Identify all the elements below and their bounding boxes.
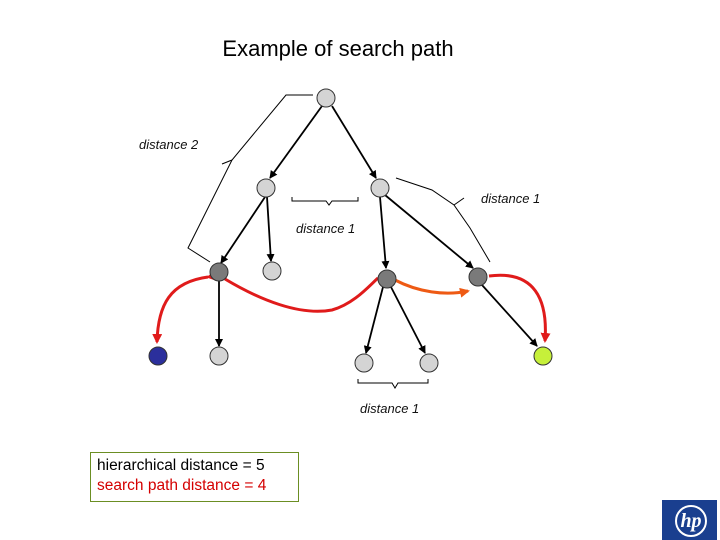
label-distance-1-right: distance 1	[481, 191, 541, 206]
path-end-down	[489, 275, 545, 341]
node-c	[378, 270, 396, 288]
label-distance-2: distance 2	[139, 137, 199, 152]
edge-root-right	[332, 106, 376, 178]
tree-edges	[219, 106, 537, 353]
distance-legend	[90, 452, 299, 502]
label-distance-1-middle: distance 1	[296, 221, 356, 236]
edge-right-c	[380, 197, 386, 268]
node-leaf-a	[210, 347, 228, 365]
brace-root	[188, 95, 313, 262]
search-path	[157, 275, 545, 342]
edge-c-leaf1	[366, 287, 383, 353]
hp-logo	[662, 500, 717, 540]
path-start-up	[157, 277, 208, 342]
node-b	[263, 262, 281, 280]
node-end	[534, 347, 552, 365]
svg-text:hp: hp	[680, 510, 702, 532]
node-left	[257, 179, 275, 197]
node-a	[210, 263, 228, 281]
diagram-title: Example of search path	[222, 36, 454, 61]
edge-left-b	[267, 197, 271, 261]
brace-right	[396, 178, 490, 262]
edge-d-leaf	[482, 285, 537, 346]
path-across-low	[225, 278, 378, 311]
path-across-orange	[395, 280, 468, 293]
brace-bottom	[358, 379, 428, 388]
label-distance-1-bottom: distance 1	[360, 401, 420, 416]
brace-right-tip	[454, 198, 464, 205]
search-path-distance-text: search path distance = 4	[97, 477, 267, 494]
edge-root-left	[270, 106, 322, 178]
node-leaf-c2	[420, 354, 438, 372]
edge-right-d	[385, 195, 473, 268]
distance-braces	[188, 95, 490, 388]
edge-c-leaf2	[391, 287, 425, 353]
node-right	[371, 179, 389, 197]
hierarchical-distance-text: hierarchical distance = 5	[97, 457, 265, 474]
node-start	[149, 347, 167, 365]
edge-left-a	[221, 197, 265, 263]
node-leaf-c1	[355, 354, 373, 372]
node-root	[317, 89, 335, 107]
node-d	[469, 268, 487, 286]
brace-middle	[292, 197, 358, 205]
